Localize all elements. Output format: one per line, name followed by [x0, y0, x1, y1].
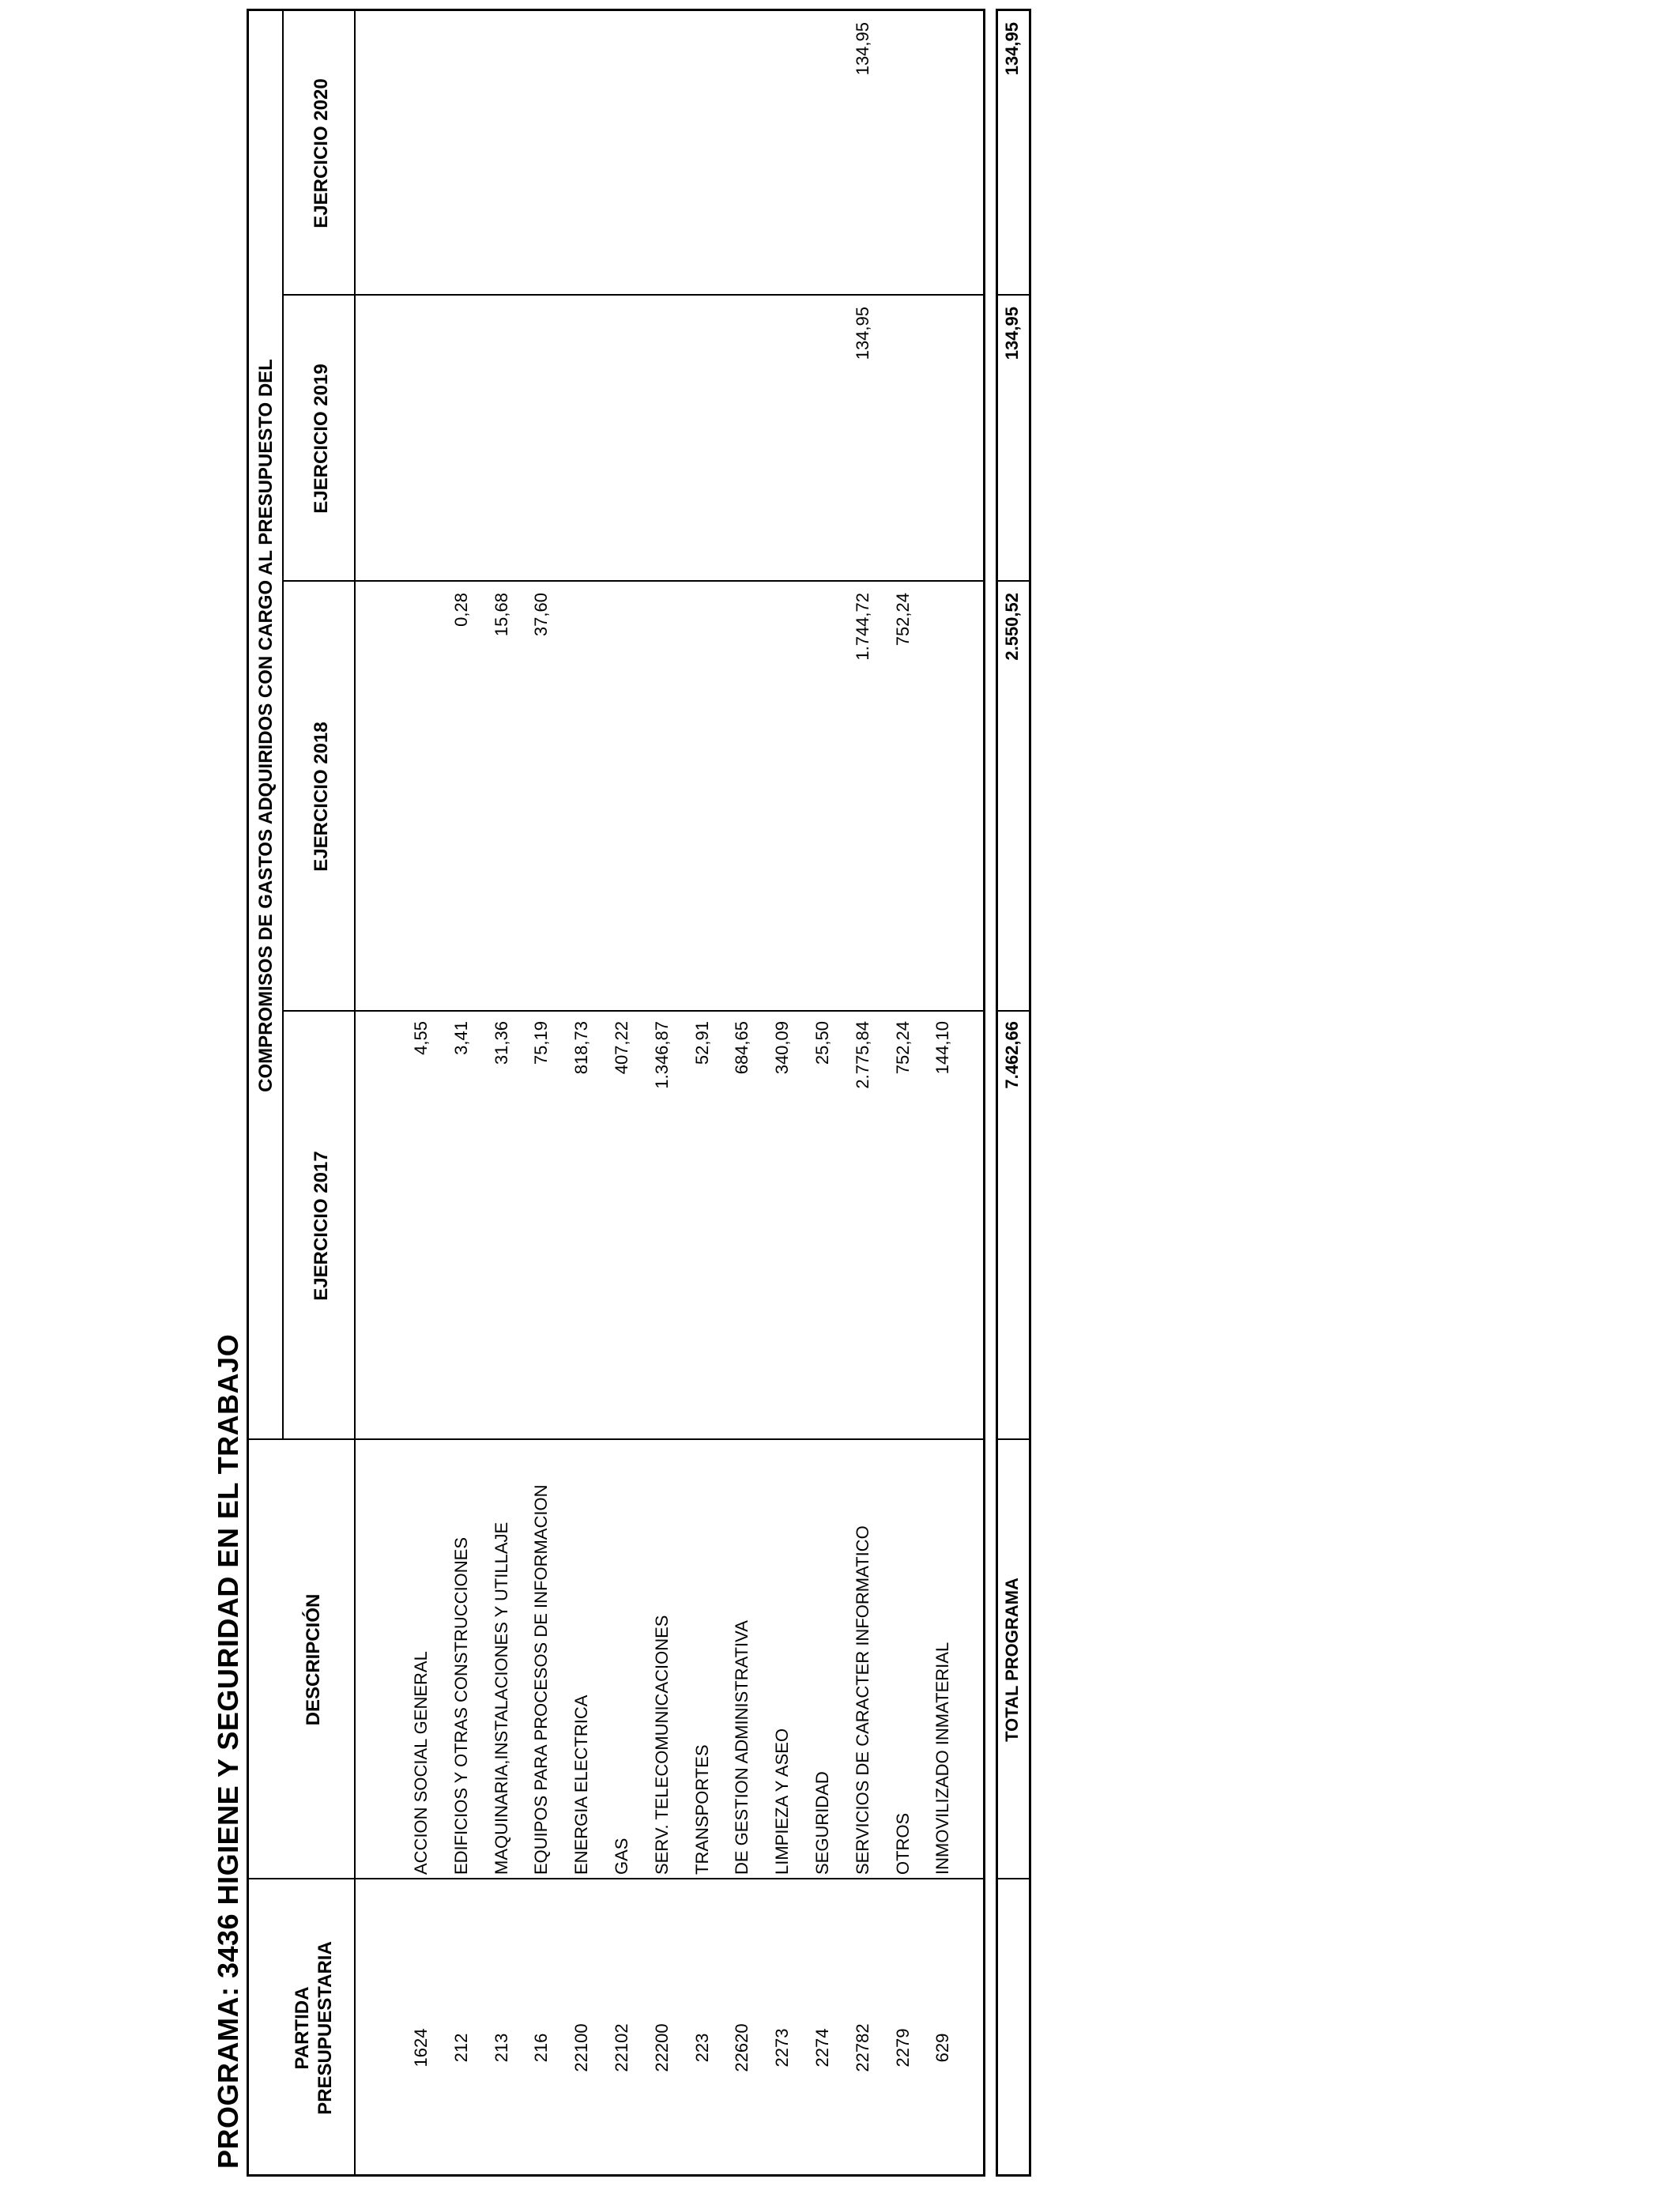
table-border-right: [247, 9, 985, 11]
table-row-descripcion: LIMPIEZA Y ASEO: [772, 1728, 792, 1875]
total-ejercicio-2018: 2.550,52: [1002, 593, 1022, 661]
table-row-partida: 216: [531, 2033, 551, 2063]
table-row-descripcion: TRANSPORTES: [692, 1744, 712, 1875]
table-row-ejercicio-2017: 144,10: [932, 1021, 952, 1075]
header-compromisos: COMPROMISOS DE GASTOS ADQUIRIDOS CON CARGO AL PRESUPUESTO DEL: [255, 359, 277, 1092]
table-row-ejercicio-2017: 818,73: [571, 1021, 591, 1075]
table-row-ejercicio-2017: 752,24: [893, 1021, 913, 1075]
table-row-ejercicio-2017: 684,65: [732, 1021, 751, 1075]
table-border-bottom: [983, 11, 985, 2177]
header-ejercicios-sucesivos: [310, 0, 333, 5]
total-ejercicio-2019: 134,95: [1002, 307, 1022, 360]
total-ejercicio-2020: 134,95: [1002, 22, 1022, 76]
table-row-partida: 212: [451, 2033, 471, 2063]
total-border-left: [996, 2174, 1031, 2177]
header-partida: PRESUPUESTARIA: [315, 1941, 336, 2115]
total-ejercicio-2017: 7.462,66: [1002, 1021, 1022, 1089]
table-row-descripcion: OTROS: [893, 1812, 913, 1875]
header-ejercicio-2020: EJERCICIO 2020: [311, 78, 332, 228]
table-row-ejercicio-2018: 1.744,72: [853, 593, 872, 661]
table-row-ejercicio-2018: 752,24: [893, 593, 913, 647]
table-row-partida: 2274: [812, 2028, 832, 2068]
table-row-partida: 22100: [571, 2023, 591, 2072]
table-row-descripcion: GAS: [612, 1838, 631, 1875]
table-row-ejercicio-2019: 134,95: [853, 307, 872, 360]
total-border-top: [996, 11, 998, 2177]
table-row-partida: 1624: [411, 2028, 431, 2068]
table-row-ejercicio-2017: 340,09: [772, 1021, 792, 1075]
table-row-ejercicio-2018: 37,60: [531, 593, 551, 637]
table-row-ejercicio-2017: 4,55: [411, 1021, 431, 1055]
table-row-partida: 2279: [893, 2028, 913, 2068]
table-row-ejercicio-2017: 3,41: [451, 1021, 471, 1055]
table-row-descripcion: SEGURIDAD: [812, 1771, 832, 1875]
table-border-left: [247, 2174, 985, 2177]
header-group-divider: [282, 11, 284, 1440]
table-row-ejercicio-2017: 52,91: [692, 1021, 712, 1065]
program-title: PROGRAMA: 3436 HIGIENE Y SEGURIDAD EN EL TRABAJO: [212, 1333, 244, 2169]
table-row-ejercicio-2017: 407,22: [612, 1021, 631, 1075]
total-programa-label: TOTAL PROGRAMA: [1002, 1578, 1022, 1742]
header-bottom-divider: [354, 11, 356, 2177]
table-row-partida: 2273: [772, 2028, 792, 2068]
table-row-ejercicio-2017: 2.775,84: [853, 1021, 872, 1089]
table-row-descripcion: DE GESTION ADMINISTRATIVA: [732, 1620, 751, 1875]
table-row-partida: 22620: [732, 2023, 751, 2072]
table-row-descripcion: EQUIPOS PARA PROCESOS DE INFORMACION: [531, 1484, 551, 1875]
total-border-right: [996, 9, 1031, 11]
table-row-descripcion: MAQUINARIA,INSTALACIONES Y UTILLAJE: [492, 1521, 511, 1875]
table-row-descripcion: SERV. TELECOMUNICACIONES: [652, 1615, 672, 1875]
table-row-partida: 213: [492, 2033, 511, 2063]
column-divider: [282, 1010, 983, 1012]
table-row-ejercicio-2017: 31,36: [492, 1021, 511, 1065]
table-row-descripcion: ENERGIA ELECTRICA: [571, 1695, 591, 1875]
table-row-ejercicio-2017: 75,19: [531, 1021, 551, 1065]
table-row-descripcion: INMOVILIZADO INMATERIAL: [932, 1642, 952, 1875]
header-ejercicio-2017: EJERCICIO 2017: [311, 1151, 332, 1301]
header-ejercicio-2019: EJERCICIO 2019: [311, 364, 332, 514]
table-row-partida: 223: [692, 2033, 712, 2063]
table-row-descripcion: ACCION SOCIAL GENERAL: [411, 1651, 431, 1875]
table-border-top: [247, 11, 249, 2177]
table-row-ejercicio-2017: 25,50: [812, 1021, 832, 1065]
table-row-partida: 22102: [612, 2023, 631, 2072]
header-partida: PARTIDA: [292, 1986, 313, 2070]
table-row-partida: 22200: [652, 2023, 672, 2072]
table-row-ejercicio-2018: 15,68: [492, 593, 511, 637]
table-row-ejercicio-2020: 134,95: [853, 22, 872, 76]
total-border-bottom: [1029, 11, 1031, 2177]
table-row-ejercicio-2017: 1.346,87: [652, 1021, 672, 1089]
table-row-descripcion: SERVICIOS DE CARACTER INFORMATICO: [853, 1525, 872, 1875]
table-row-ejercicio-2018: 0,28: [451, 593, 471, 627]
column-divider: [247, 1878, 983, 1879]
table-row-partida: 22782: [853, 2023, 872, 2072]
column-divider: [282, 294, 983, 296]
header-ejercicio-2018: EJERCICIO 2018: [311, 722, 332, 872]
table-row-partida: 629: [932, 2033, 952, 2063]
header-descripcion: DESCRIPCIÓN: [303, 1593, 324, 1726]
column-divider: [282, 580, 983, 582]
table-row-descripcion: EDIFICIOS Y OTRAS CONSTRUCCIONES: [451, 1536, 471, 1875]
